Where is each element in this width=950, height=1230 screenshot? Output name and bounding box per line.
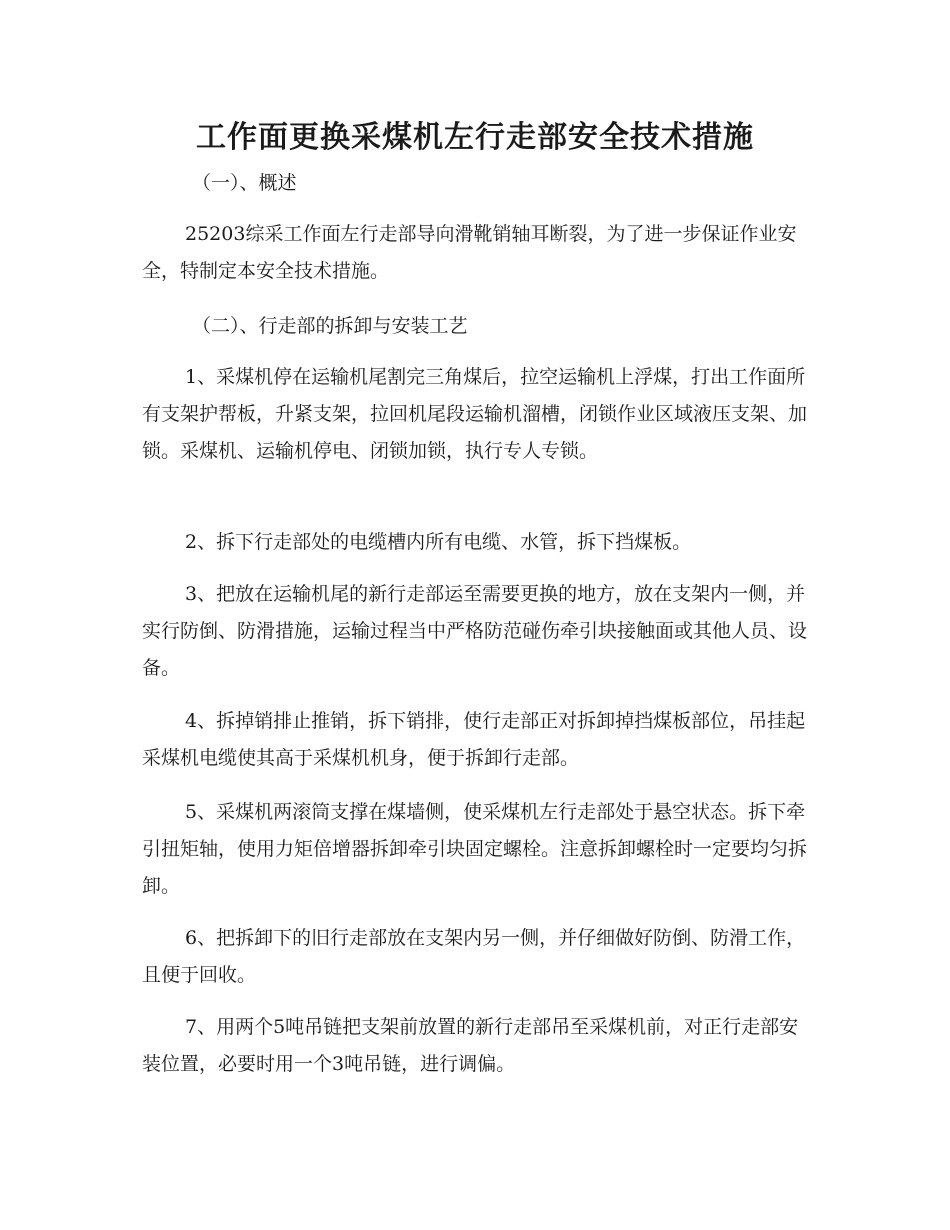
overview-paragraph: 25203综采工作面左行走部导向滑靴销轴耳断裂，为了进一步保证作业安全，特制定本安全技术措施。 — [142, 223, 797, 282]
document-title: 工作面更换采煤机左行走部安全技术措施 — [196, 120, 754, 155]
step-paragraph-3: 3、把放在运输机尾的新行走部运至需要更换的地方，放在支架内一侧，并实行防倒、防滑措施，运输过程当中严格防范碰伤牵引块接触面或其他人员、设备。 — [142, 583, 808, 679]
section-heading-procedure: （二）、行走部的拆卸与安装工艺 — [192, 315, 468, 337]
step-paragraph-2: 2、拆下行走部处的电缆槽内所有电缆、水管，拆下挡煤板。 — [185, 531, 692, 553]
step-paragraph-7: 7、用两个5吨吊链把支架前放置的新行走部吊至采煤机前，对正行走部安装位置，必要时用一个3吨吊链，进行调偏。 — [142, 1016, 799, 1075]
step-paragraph-1: 1、采煤机停在运输机尾割完三角煤后，拉空运输机上浮煤，打出工作面所有支架护帮板，升紧支架，拉回机尾段运输机溜槽，闭锁作业区域液压支架、加锁。采煤机、运输机停电、闭锁加锁，执行专人专锁。 — [142, 366, 808, 462]
section-heading-overview: （一）、概述 — [192, 172, 297, 194]
step-paragraph-4: 4、拆掉销排止推销，拆下销排，使行走部正对拆卸掉挡煤板部位，吊挂起采煤机电缆使其高于采煤机机身，便于拆卸行走部。 — [142, 710, 806, 769]
step-paragraph-5: 5、采煤机两滚筒支撑在煤墙侧，使采煤机左行走部处于悬空状态。拆下牵引扭矩轴，使用力矩倍增器拆卸牵引块固定螺栓。注意拆卸螺栓时一定要均匀拆卸。 — [142, 801, 808, 897]
step-paragraph-6: 6、把拆卸下的旧行走部放在支架内另一侧，并仔细做好防倒、防滑工作，且便于回收。 — [142, 927, 806, 986]
